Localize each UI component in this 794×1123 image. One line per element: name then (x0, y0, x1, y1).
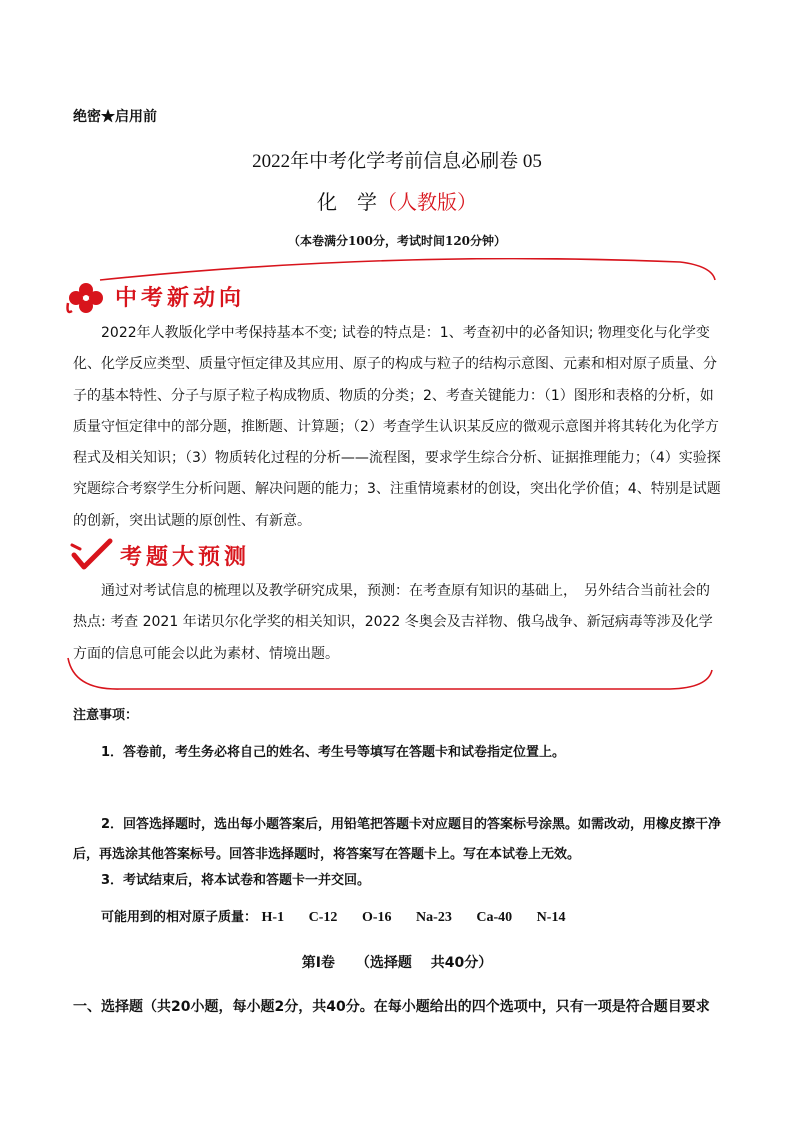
four-leaf-clover-icon (64, 281, 108, 317)
atomic-mass-line (101, 906, 585, 926)
atomic-mass-value: H-1 (261, 910, 285, 925)
notice-item-1: 1．答卷前，考生务必将自己的姓名、考生号等填写在答题卡和试卷指定位置上。 (101, 745, 566, 760)
volume-heading: 第Ⅰ卷 （选择题 共40分） (301, 955, 493, 971)
atomic-mass-value: Ca-40 (476, 910, 513, 925)
notice-item-2: 2．回答选择题时，选出每小题答案后，用铅笔把答题卡对应题目的答案标号涂黑。如需改动，用橡皮擦干净后，再选涂其他答案标号。回答非选择题时，将答案写在答题卡上。写在本试卷上无效。 (73, 817, 722, 862)
atomic-mass-label: 可能用到的相对原子质量： (101, 910, 258, 925)
atomic-mass-value: N-14 (536, 910, 566, 925)
trends-paragraph: 2022年人教版化学中考保持基本不变; 试卷的特点是：1、考查初中的必备知识; 物理变化与化学变化、化学反应类型、质量守恒定律及其应用、原子的构成与粒子的结构示意图、元素和相对原子质量、分子的基本特性、分子与原子粒子构成物质、物质的分类；2、考查关键能力：（1）图形和表格的分析，如质量守恒定律中的部分题，推断题、计算题；（2）考查学生认识某反应的微观示意图并将其转化为化学方程式及相关知识；（3）物质转化过程的分析——流程图，要求学生综合分析、证据推理能力；（4）实验探究题综合考察学生分析问题、解决问题的能力；3、注重情境素材的创设，突出化学价值；4、特别是试题的创新，突出试题的原创性、有新意。 (73, 325, 721, 529)
subject-name: 化 学 (317, 190, 377, 214)
notice-item-3: 3．考试结束后，将本试卷和答题卡一并交回。 (101, 873, 371, 888)
prediction-heading: 考题大预测 (120, 545, 251, 570)
trends-heading: 中考新动向 (115, 286, 246, 311)
section-1-heading: 一、选择题（共20小题，每小题2分，共40分。在每小题给出的四个选项中，只有一项是符合题目要求 (73, 999, 710, 1015)
exam-title: 2022年中考化学考前信息必刷卷 05 (252, 151, 542, 172)
atomic-mass-value: O-16 (361, 910, 392, 925)
subject-title (0, 186, 794, 215)
confidential-label: 绝密★启用前 (73, 109, 157, 125)
atomic-mass-value: Na-23 (416, 910, 452, 925)
atomic-mass-value: C-12 (308, 910, 338, 925)
edition-label: （人教版） (377, 190, 477, 214)
score-note: （本卷满分100分，考试时间120分钟） (287, 234, 507, 248)
prediction-paragraph: 通过对考试信息的梳理以及教学研究成果，预测：在考查原有知识的基础上， 另外结合当前社会的热点: 考查 2021 年诺贝尔化学奖的相关知识，2022 冬奥会及吉祥物、俄乌战争、新冠病毒等涉及化学方面的信息可能会以此为素材、情境出题。 (73, 583, 713, 662)
checkmark-icon (70, 537, 114, 573)
notice-title: 注意事项： (73, 708, 139, 723)
